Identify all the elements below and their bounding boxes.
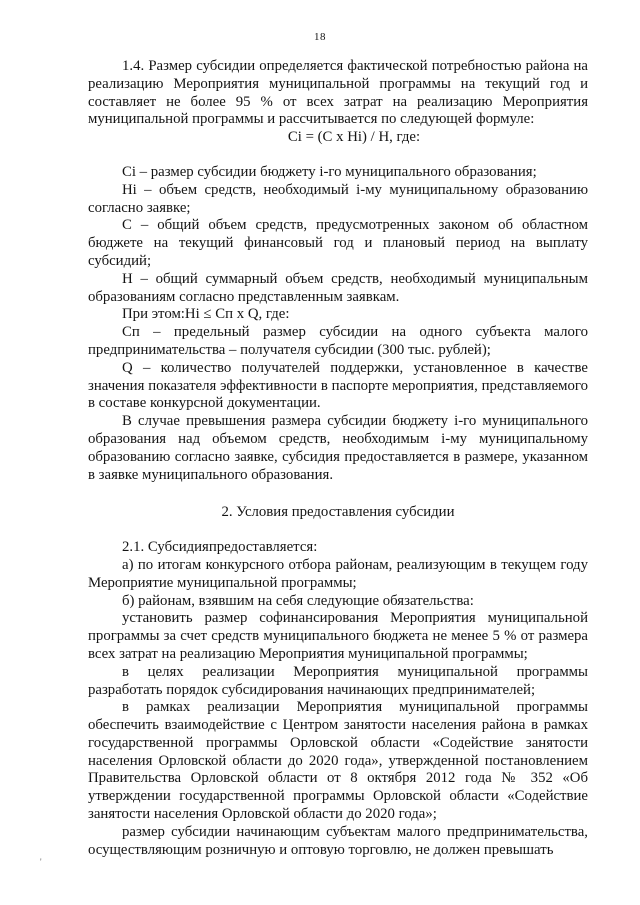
obligation-procedure: в целях реализации Мероприятия муниципальной программы разработать порядок субсидирования начинающих предпринимателей; xyxy=(88,663,588,698)
obligation-cofinancing: установить размер софинансирования Мероприятия муниципальной программы за счет средств муниципального бюджета не менее 5 % от размера всех затрат на реализацию Мероприятия муниципальной программы; xyxy=(88,610,588,662)
obligation-employment-center: в рамках реализации Мероприятия муниципальной программы обеспечить взаимодействие с Центром занятости населения района в рамках государственной программы Орловской области «Содействие занятости населения Орловской области до 2020 года», утвержденной постановлением Правительства Орловской области от 8 октября 2012 года № 352 «Об утверждении государственной программы Орловской области «Содействие занятости населения Орловской области до 2020 года»; xyxy=(88,699,588,823)
definition-cp: Cп – предельный размер субсидии на одного субъекта малого предпринимательства – получателя субсидии (300 тыс. рублей); xyxy=(88,324,588,358)
definition-q: Q – количество получателей поддержки, установленное в качестве значения показателя эффективности в паспорте мероприятия, представляемого в составе конкурсной документации. xyxy=(88,359,588,412)
paragraph-2-1-a: а) по итогам конкурсного отбора районам, реализующим в текущем году Мероприятие муниципальной программы; xyxy=(88,556,588,591)
subsidy-formula: Ci = (C x Hi) / H, где: xyxy=(287,129,421,146)
definition-hi: Hi – объем средств, необходимый i-му муниципальному образованию согласно заявке; xyxy=(88,181,588,216)
scan-mark: ' xyxy=(40,857,42,867)
paragraph-1-4: 1.4. Размер субсидии определяется фактической потребностью района на реализацию Мероприятия муниципальной программы на текущий год и составляет не более 95 % от всех затрат на реализацию Мероприятия муниципальной программы и рассчитывается по следующей формуле: xyxy=(88,58,588,128)
paragraph-excess: В случае превышения размера субсидии бюджету i-го муниципального образования над объемом средств, необходимым i-му муниципальному образованию согласно заявке, субсидия предоставляется в размере, указанном в заявке муниципального образования. xyxy=(88,413,588,483)
obligation-subsidy-limit: размер субсидии начинающим субъектам малого предпринимательства, осуществляющим розничную и оптовую торговлю, не должен превышать xyxy=(88,823,588,858)
page-number: 18 xyxy=(314,31,326,43)
document-body xyxy=(88,58,588,859)
definition-h: Н – общий суммарный объем средств, необходимый муниципальным образованиям согласно представленным заявкам. xyxy=(88,270,588,305)
paragraph-2-1: 2.1. Субсидияпредоставляется: xyxy=(122,539,318,556)
definition-c: С – общий объем средств, предусмотренных законом об областном бюджете на текущий финансовый год и плановый период на выплату субсидий; xyxy=(88,217,588,269)
section-2-heading: 2. Условия предоставления субсидии xyxy=(221,504,455,521)
condition-formula: При этом:Hi ≤ Cп x Q, где: xyxy=(122,306,290,323)
paragraph-2-1-b: б) районам, взявшим на себя следующие обязательства: xyxy=(122,592,474,609)
definition-ci: Ci – размер субсидии бюджету i-го муниципального образования; xyxy=(122,163,537,180)
